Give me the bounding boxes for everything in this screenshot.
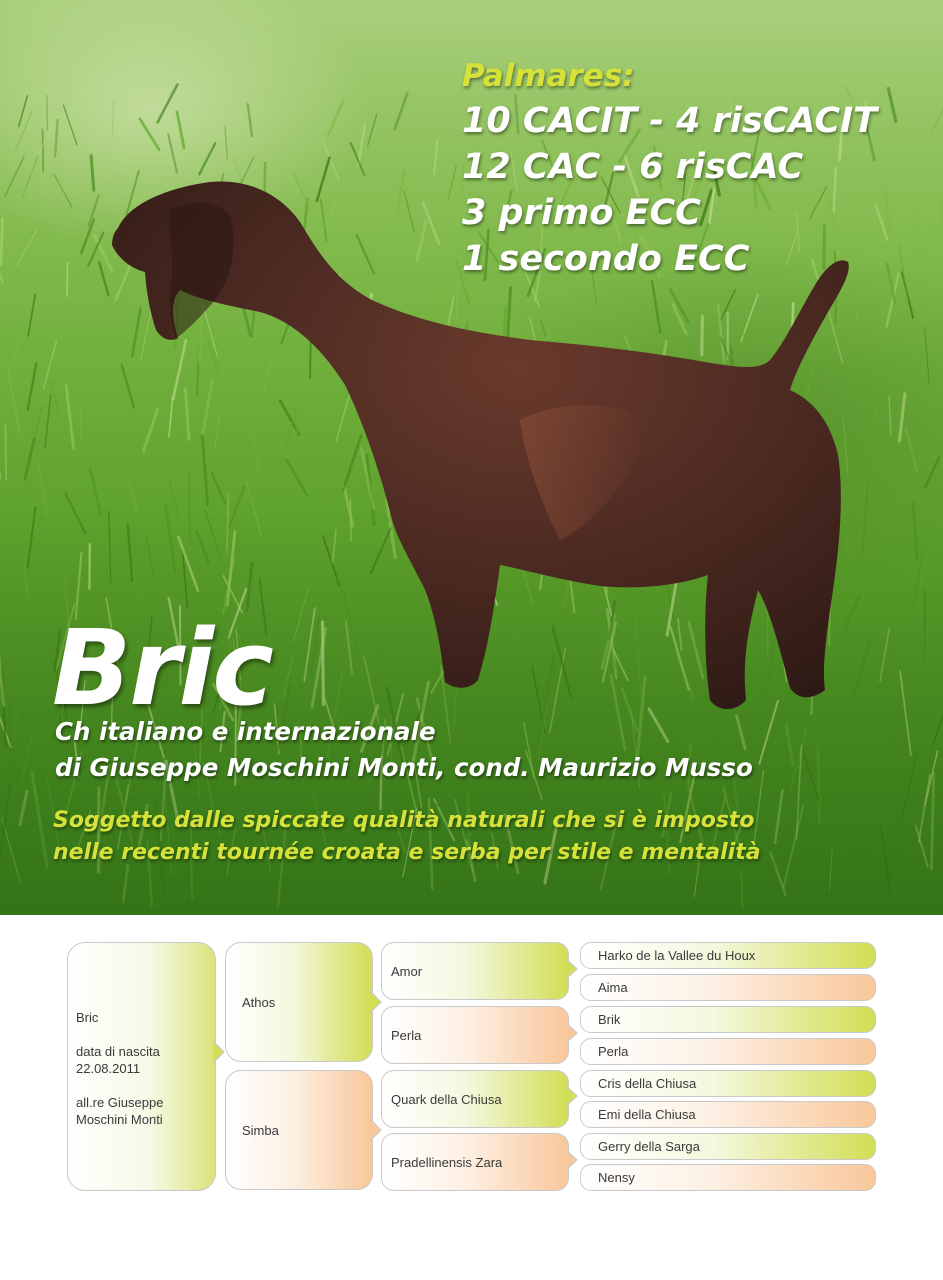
grandparent-name: Amor (391, 963, 423, 979)
connector-arrow (369, 1118, 383, 1142)
subtitle-line: Ch italiano e internazionale (55, 717, 436, 746)
birth-date: 22.08.2011 (76, 1061, 141, 1076)
palmares-line: 10 CACIT - 4 risCACIT (462, 101, 877, 141)
great-grandparent-name: Aima (598, 980, 628, 995)
pedigree-subject (67, 942, 216, 1191)
breeder-name: Moschini Monti (76, 1112, 163, 1127)
grandparent-name: Quark della Chiusa (391, 1091, 502, 1107)
tagline-line: Soggetto dalle spiccate qualità naturali che si è imposto (53, 808, 755, 833)
great-grandparent-name: Gerry della Sarga (598, 1139, 700, 1154)
great-grandparent-name: Nensy (598, 1170, 635, 1185)
dam-name: Simba (242, 1122, 279, 1138)
connector-arrow (566, 1150, 580, 1170)
subtitle-line: di Giuseppe Moschini Monti, cond. Maurizio Musso (55, 753, 753, 782)
pedigree-great-grandparent (580, 942, 876, 969)
connector-arrow (566, 959, 580, 979)
pedigree-great-grandparent (580, 974, 876, 1001)
palmares-line: 1 secondo ECC (462, 239, 750, 279)
great-grandparent-name: Brik (598, 1012, 621, 1027)
pedigree-grandparent (381, 1006, 569, 1064)
palmares-block (462, 54, 922, 282)
great-grandparent-name: Emi della Chiusa (598, 1107, 696, 1122)
palmares-line: 3 primo ECC (462, 193, 701, 233)
sire-name: Athos (242, 994, 276, 1010)
connector-arrow (566, 1023, 580, 1043)
pedigree-great-grandparent (580, 1164, 876, 1191)
grandparent-name: Perla (391, 1027, 422, 1043)
tagline (53, 805, 933, 869)
great-grandparent-name: Harko de la Vallee du Houx (598, 948, 756, 963)
pedigree-grandparent (381, 1133, 569, 1191)
dog-name-title: Bric (52, 607, 272, 729)
pedigree-grandparent (381, 1070, 569, 1128)
pedigree-great-grandparent (580, 1133, 876, 1160)
breeder-label: all.re Giuseppe (76, 1095, 164, 1110)
pedigree-great-grandparent (580, 1101, 876, 1128)
pedigree-great-grandparent (580, 1006, 876, 1033)
connector-arrow (212, 1040, 226, 1064)
great-grandparent-name: Cris della Chiusa (598, 1076, 697, 1091)
grandparent-name: Pradellinensis Zara (391, 1154, 503, 1170)
great-grandparent-name: Perla (598, 1044, 629, 1059)
pedigree-great-grandparent (580, 1070, 876, 1097)
pedigree-great-grandparent (580, 1038, 876, 1065)
connector-arrow (566, 1086, 580, 1106)
pedigree-sire (225, 942, 373, 1062)
subject-name: Bric (76, 1010, 99, 1025)
connector-arrow (369, 990, 383, 1014)
palmares-line: 12 CAC - 6 risCAC (462, 147, 804, 187)
palmares-title: Palmares: (462, 58, 635, 94)
pedigree-dam (225, 1070, 373, 1190)
subtitle (55, 714, 935, 786)
birth-label: data di nascita (76, 1044, 160, 1059)
pedigree-grandparent (381, 942, 569, 1000)
tagline-line: nelle recenti tournée croata e serba per stile e mentalità (53, 840, 761, 865)
